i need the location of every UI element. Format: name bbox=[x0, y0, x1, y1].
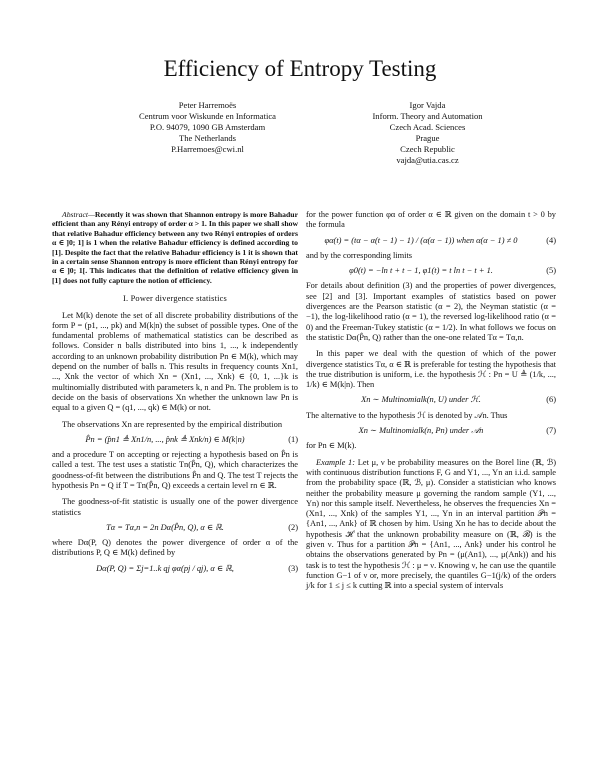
equation-1 bbox=[52, 435, 298, 445]
paragraph: The goodness-of-fit statistic is usually one of the power divergence statistics bbox=[52, 497, 298, 517]
example-text: Let μ, ν be probability measures on the Borel line (ℝ, ℬ) with continuous distribution functions F, G and Y1, ..., Yn an i.i.d. sample from the probability space (ℝ, ℬ, μ). Consider a statistician who knows neither the probability measure μ governing the random sample (Y1, ..., Yn) nor this sample itself. Nevertheless, he observes the frequencies Xn = (Xn1, ..., Xnk) of the samples Y1, ..., Yn in an interval partition 𝒫n = {An1, ..., Ank} of ℝ chosen by him. Using Xn he has to decide about the hypothesis ℋ that the unknown probability measure on (ℝ, ℬ) is the given ν. Thus for a partition 𝒫n = {An1, ..., Ank} under his control he obtains the observations generated by Pn = (μ(An1), ..., μ(Ank)) and his task is to test the hypothesis ℋ : μ = ν. Knowing ν, he can use the quantile function G−1 of ν or, more precisely, the quantiles G−1(j/k) of the orders j/k for 1 ≤ j ≤ k cutting ℝ into a special system of intervals bbox=[306, 457, 557, 591]
paragraph: and by the corresponding limits bbox=[306, 250, 413, 260]
equation-number: (2) bbox=[288, 522, 298, 532]
equation-number: (6) bbox=[546, 395, 556, 405]
paper-title: Efficiency of Entropy Testing bbox=[163, 56, 437, 81]
equation-body: φα(t) = (tα − α(t − 1) − 1) / (α(α − 1)) when α(α − 1) ≠ 0 bbox=[324, 235, 518, 245]
author-name: Igor Vajda bbox=[409, 100, 446, 110]
paragraph: for the power function φα of order α ∈ ℝ given on the domain t > 0 by the formula bbox=[306, 210, 556, 230]
author-block-2 bbox=[350, 100, 505, 167]
paragraph: Let M(k) denote the set of all discrete probability distributions of the form P = (p1, ..., pk) and M(k|n) the subset of possible types. One of the fundamental problems of mathematical statistics can be described as follows. Consider n balls distributed into bins 1, ..., k independently according to an unknown probability distribution Pn ∈ M(k), which may depend on the number of balls n. This results in frequency counts Xn1, ..., Xnk the vector of which Xn = (Xn1, ..., Xnk) ∈ {0, 1, ...}k is multinomially distributed with parameters k, n and Pn. The problem is to decide on the basis of observations Xn whether the unknown law Pn is equal to a given Q = (q1, ..., qk) ∈ M(k) or not. bbox=[52, 310, 298, 413]
author-block-1 bbox=[105, 100, 310, 155]
paragraph: for Pn ∈ M(k). bbox=[306, 441, 357, 451]
affiliation-line: P.O. 94079, 1090 GB Amsterdam bbox=[149, 122, 266, 133]
affiliation-line: Inform. Theory and Automation bbox=[372, 111, 483, 122]
affiliation-line: Czech Acad. Sciences bbox=[389, 122, 466, 133]
equation-5 bbox=[306, 266, 556, 276]
abstract-label: Abstract— bbox=[62, 210, 95, 219]
left-column bbox=[52, 210, 298, 579]
equation-7 bbox=[306, 426, 556, 436]
equation-6 bbox=[306, 395, 556, 405]
paragraph: The observations Xn are represented by the empirical distribution bbox=[62, 419, 283, 429]
equation-body: Xn ∼ Multinomialk(n, U) under ℋ. bbox=[361, 395, 481, 405]
paragraph: and a procedure T on accepting or rejecting a hypothesis based on P̂n is called a test. The test uses a statistic Tn(P̂n, Q), which characterizes the goodness-of-fit between the distributions P̂n and Q. The test T rejects the hypothesis Pn = Q if T = Tn(P̂n, Q) exceeds a certain level rn ∈ ℝ. bbox=[52, 450, 298, 490]
affiliation-line: Centrum voor Wiskunde en Informatica bbox=[139, 111, 276, 122]
equation-body: P̂n = (p̂n1 ≜ Xn1/n, ..., p̂nk ≜ Xnk/n) ∈ M(k|n) bbox=[85, 434, 245, 444]
equation-number: (3) bbox=[288, 563, 298, 573]
equation-body: φ0(t) = −ln t + t − 1, φ1(t) = t ln t − t + 1. bbox=[349, 266, 493, 276]
equation-2 bbox=[52, 523, 298, 533]
equation-number: (5) bbox=[546, 266, 556, 276]
paragraph: The alternative to the hypothesis ℋ is denoted by 𝒜n. Thus bbox=[306, 410, 508, 420]
equation-number: (1) bbox=[288, 434, 298, 444]
affiliation-line: Prague bbox=[415, 133, 440, 144]
abstract-text: Recently it was shown that Shannon entropy is more Bahadur efficient than any Rényi entropy of order α > 1. In this paper we shall show that relative Bahadur efficiency between any two Rényi entropies of orders α ∈ ]0; 1] is 1 when the relative Bahadur efficiency is defined according to [1]. Despite the fact that the relative Bahadur efficiency is 1 it is shown that in a certain sense Shannon entropy is more efficient than Rényi entropy for α ∈ ]0; 1[. This indicates that the definition of relative efficiency given in [1] does not fully capture the notion of efficiency. bbox=[52, 210, 298, 285]
author-email: P.Harremoes@cwi.nl bbox=[171, 144, 244, 155]
affiliation-line: Czech Republic bbox=[400, 144, 455, 155]
affiliation-line: The Netherlands bbox=[178, 133, 237, 144]
example-paragraph bbox=[306, 458, 556, 592]
equation-body: Xn ∼ Multinomialk(n, Pn) under 𝒜n bbox=[358, 426, 484, 436]
equation-4 bbox=[306, 236, 556, 246]
abstract bbox=[52, 210, 298, 285]
paragraph: For details about definition (3) and the properties of power divergences, see [2] and [3]. Important examples of statistics based on power divergences are the Pearson statistic (α = 2), the Neyman statistic (α = −1), the log-likelihood ratio (α = 1), the reversed log-likelihood ratio (α = 0) and the Freeman-Tukey statistic (α = 1/2). In what follows we focus on the statistic Dα(P̂n, Q) rather than the one-one related Tα = Tα,n. bbox=[306, 281, 556, 342]
equation-body: Tα = Tα,n = 2n Dα(P̂n, Q), α ∈ ℝ. bbox=[106, 522, 224, 532]
section-heading: I. Power divergence statistics bbox=[123, 294, 227, 304]
author-email: vajda@utia.cas.cz bbox=[396, 155, 459, 166]
equation-number: (4) bbox=[546, 235, 556, 245]
equation-number: (7) bbox=[546, 426, 556, 436]
paragraph: where Dα(P, Q) denotes the power divergence of order α of the distributions P, Q ∈ M(k) defined by bbox=[52, 538, 298, 558]
paragraph: In this paper we deal with the question of which of the power divergence statistics Tα, α ∈ ℝ is preferable for testing the hypothesis that the true distribution is uniform, i.e. the hypothesis ℋ : Pn = U ≜ (1/k, ..., 1/k) ∈ M(k|n). Then bbox=[306, 349, 556, 390]
author-name: Peter Harremoës bbox=[178, 100, 237, 110]
equation-3 bbox=[52, 564, 298, 574]
example-label: Example 1: bbox=[316, 457, 355, 467]
equation-body: Dα(P, Q) = Σj=1..k qj φα(pj / qj), α ∈ ℝ, bbox=[96, 563, 234, 573]
right-column bbox=[306, 210, 556, 592]
